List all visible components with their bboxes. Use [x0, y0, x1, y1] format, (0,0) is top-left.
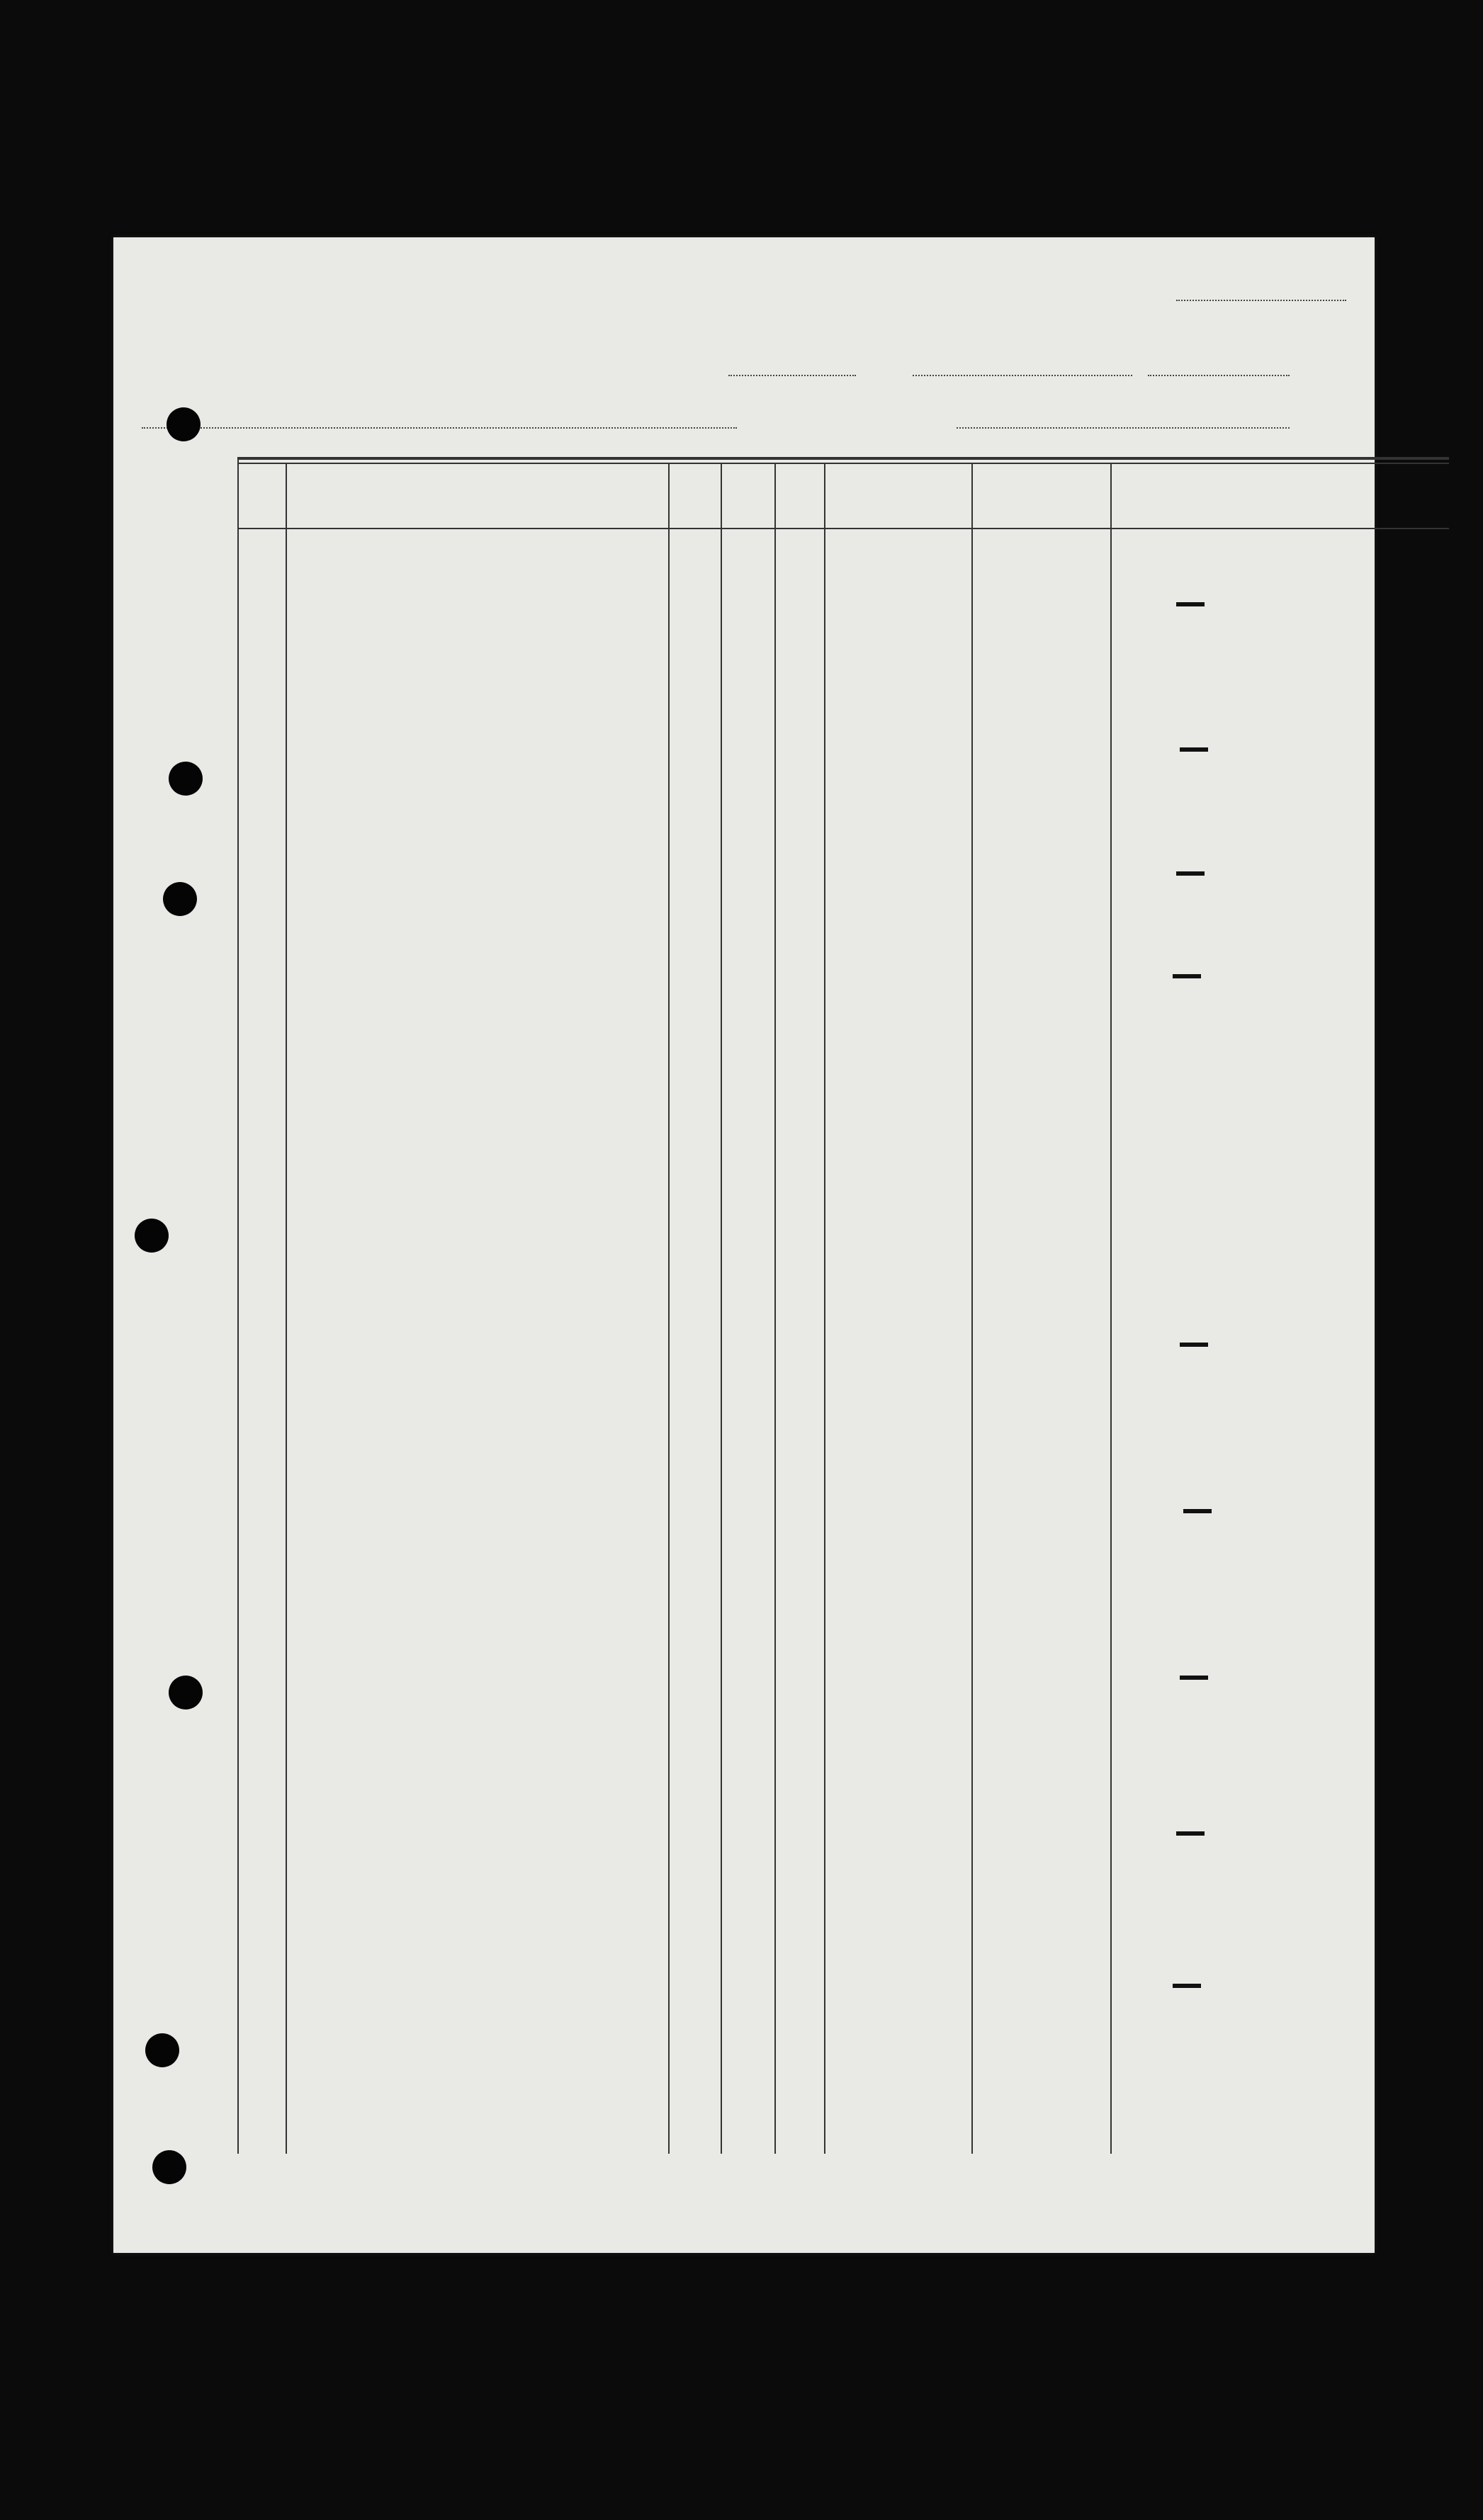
vertical-stamp-6 [1183, 1509, 1212, 1513]
vertical-stamp-1 [1176, 602, 1205, 606]
vertical-stamp-9 [1173, 1984, 1201, 1988]
vertical-stamp-8 [1176, 1831, 1205, 1836]
binder-hole [135, 1219, 169, 1253]
vertical-stamp-7 [1180, 1676, 1208, 1680]
vertical-stamp-2 [1180, 747, 1208, 752]
binder-hole [169, 762, 203, 796]
binder-hole [152, 2150, 186, 2184]
vertical-stamp-5 [1180, 1343, 1208, 1347]
passenger-table [237, 457, 1449, 2154]
binder-hole [145, 2033, 179, 2067]
vertical-stamp-4 [1173, 974, 1201, 978]
binder-hole [163, 882, 197, 916]
passenger-manifest-page [113, 237, 1375, 2253]
binder-hole [167, 407, 201, 441]
binder-hole [169, 1676, 203, 1710]
vertical-stamp-3 [1176, 871, 1205, 876]
